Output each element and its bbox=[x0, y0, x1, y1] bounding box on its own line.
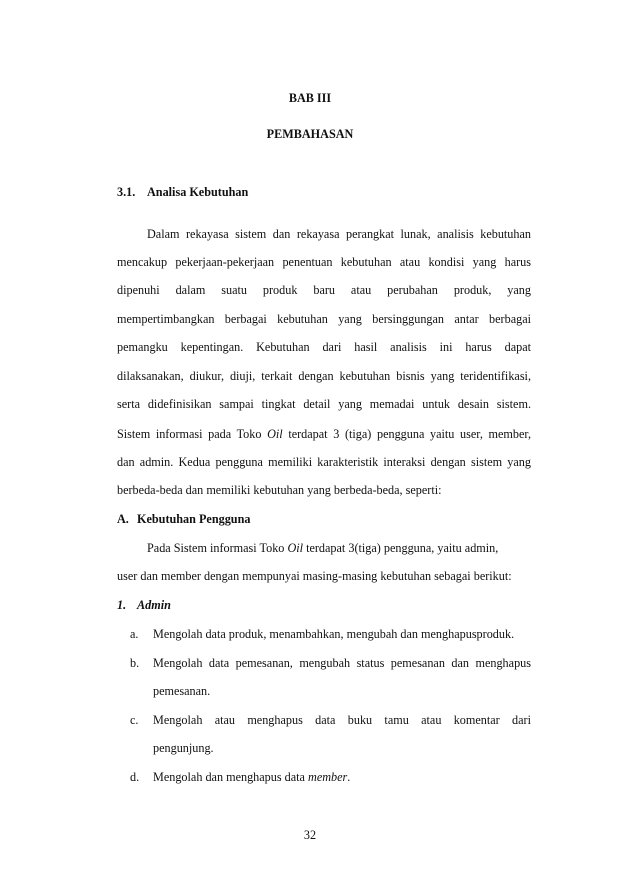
role-title: Admin bbox=[137, 598, 171, 612]
list-item-text: Mengolah data pemesanan, mengubah status pemesanan dan menghapus bbox=[153, 656, 531, 670]
role-number: 1. bbox=[117, 598, 127, 612]
paragraph1-line: serta didefinisikan sampai tingkat detail yang memadai untuk desain sistem. bbox=[117, 397, 531, 411]
paragraph1-line: dan admin. Kedua pengguna memiliki karakteristik interaksi dengan sistem yang bbox=[117, 455, 531, 469]
text-run: . bbox=[347, 770, 351, 784]
list-marker: d. bbox=[130, 770, 140, 784]
italic-term: Oil bbox=[267, 427, 283, 441]
paragraph2-line bbox=[147, 542, 498, 554]
list-item-text: Mengolah atau menghapus data buku tamu atau komentar dari bbox=[153, 713, 531, 727]
paragraph1-line: berbeda-beda dan memiliki kebutuhan yang berbeda-beda, seperti: bbox=[117, 483, 442, 497]
list-item-text: pemesanan. bbox=[153, 684, 211, 698]
text-run: Mengolah dan menghapus data bbox=[153, 770, 309, 784]
list-item-text bbox=[153, 771, 350, 783]
paragraph1-line: mempertimbangkan berbagai kebutuhan yang bersinggungan antar berbagai bbox=[117, 312, 531, 326]
paragraph1-line: pemangku kepentingan. Kebutuhan dari hasil analisis ini harus dapat bbox=[117, 340, 531, 354]
italic-term: member bbox=[308, 770, 348, 784]
chapter-title: PEMBAHASAN bbox=[266, 127, 354, 141]
paragraph1-line: dipenuhi dalam suatu produk baru atau perubahan produk, yang bbox=[117, 283, 531, 297]
text-run: terdapat 3(tiga) pengguna, yaitu admin, bbox=[303, 541, 499, 555]
list-item-text: pengunjung. bbox=[153, 741, 214, 755]
section-number: 3.1. bbox=[117, 185, 136, 199]
page-number: 32 bbox=[303, 828, 317, 842]
paragraph1-line: dilaksanakan, diukur, diuji, terkait dengan kebutuhan bisnis yang teridentifikasi, bbox=[117, 369, 531, 383]
list-item-text: Mengolah data produk, menambahkan, mengubah dan menghapusproduk. bbox=[153, 627, 515, 641]
paragraph2-line: user dan member dengan mempunyai masing-masing kebutuhan sebagai berikut: bbox=[117, 569, 512, 583]
text-run: terdapat 3 (tiga) pengguna yaitu user, member, bbox=[282, 427, 531, 441]
paragraph1-line bbox=[117, 428, 531, 440]
list-marker: c. bbox=[130, 713, 139, 727]
subsection-title: Kebutuhan Pengguna bbox=[137, 512, 251, 526]
list-marker: b. bbox=[130, 656, 140, 670]
chapter-number: BAB III bbox=[288, 91, 332, 105]
list-marker: a. bbox=[130, 627, 139, 641]
text-run: Pada Sistem informasi Toko bbox=[147, 541, 288, 555]
paragraph1-line: Dalam rekayasa sistem dan rekayasa perangkat lunak, analisis kebutuhan bbox=[147, 227, 531, 241]
subsection-letter: A. bbox=[117, 512, 129, 526]
paragraph1-line: mencakup pekerjaan-pekerjaan penentuan kebutuhan atau kondisi yang harus bbox=[117, 255, 531, 269]
section-title: Analisa Kebutuhan bbox=[147, 185, 249, 199]
text-run: Sistem informasi pada Toko bbox=[117, 427, 268, 441]
italic-term: Oil bbox=[287, 541, 304, 555]
